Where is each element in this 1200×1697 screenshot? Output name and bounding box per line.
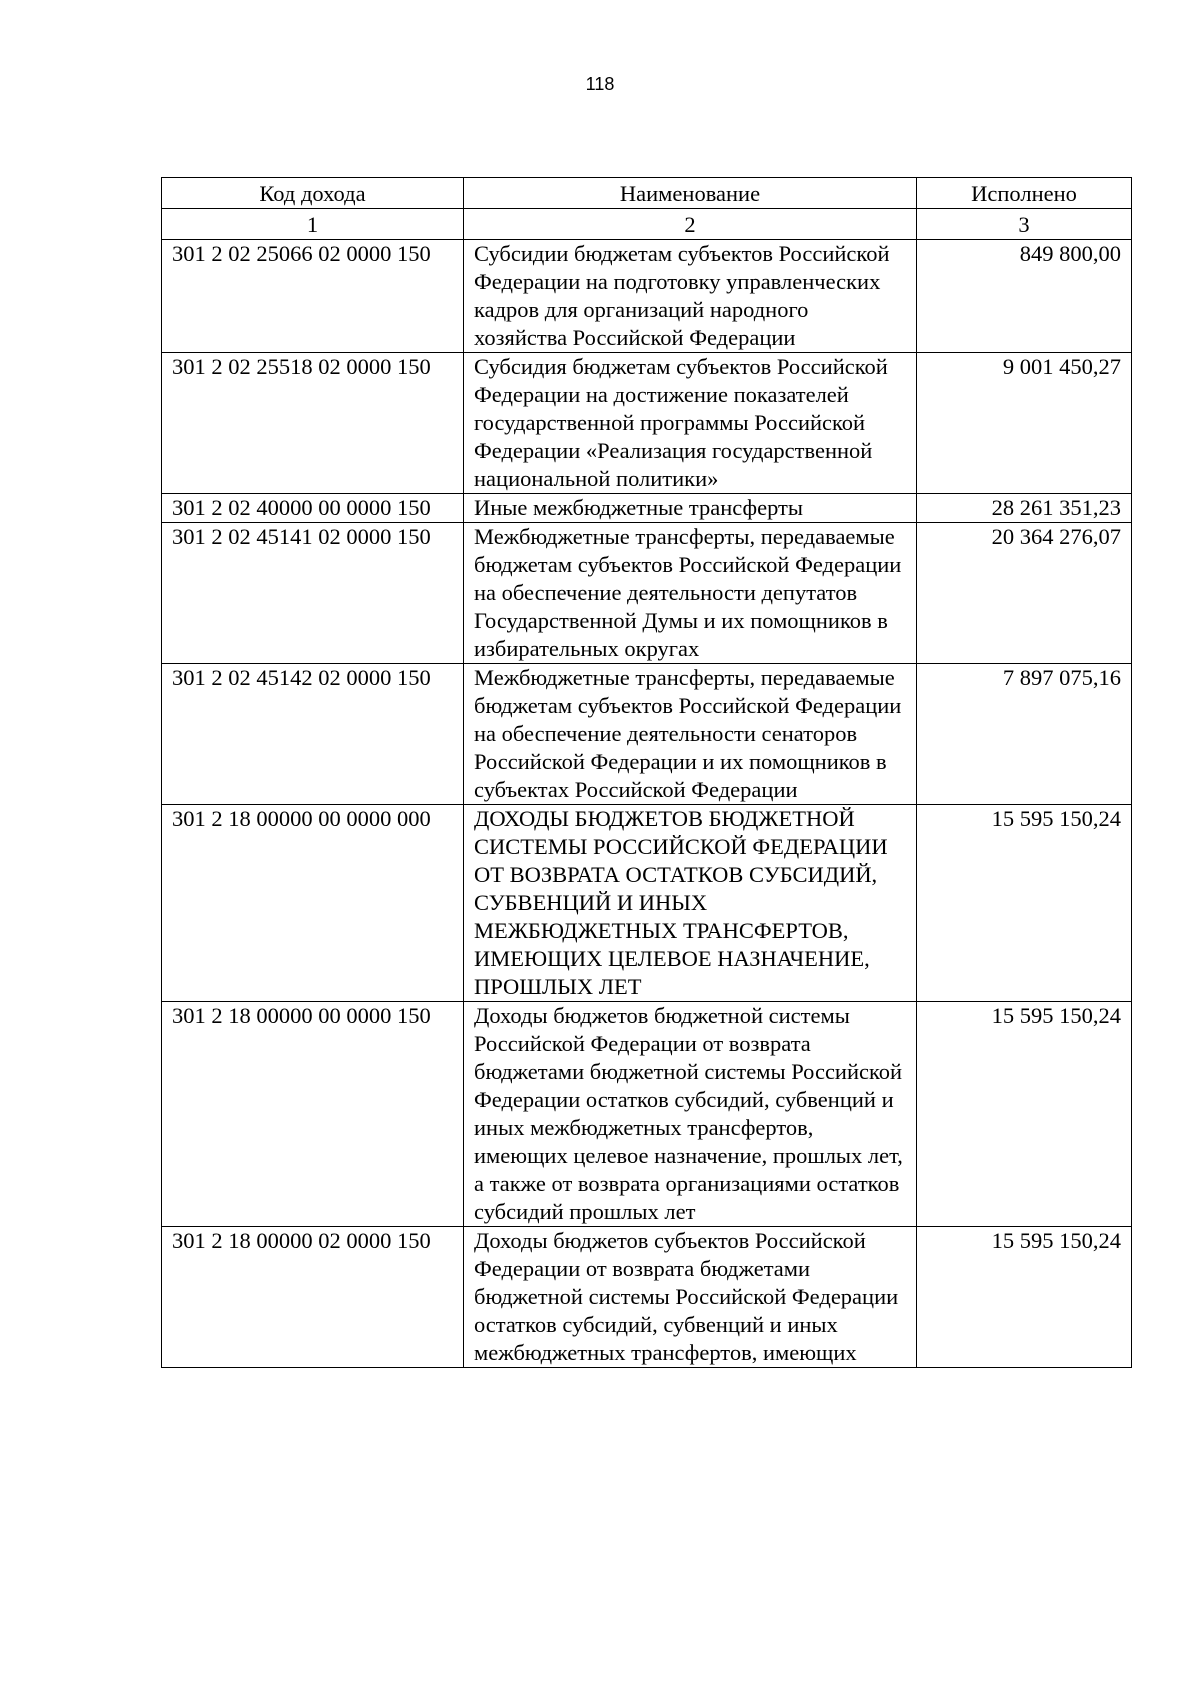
row-code: 301 2 02 25518 02 0000 150 xyxy=(162,353,464,494)
row-amount: 9 001 450,27 xyxy=(917,353,1132,494)
row-amount: 20 364 276,07 xyxy=(917,523,1132,664)
table-header-row xyxy=(162,178,1132,209)
table-row xyxy=(162,664,1132,805)
row-name: Межбюджетные трансферты, передаваемые бюджетам субъектов Российской Федерации на обеспечение деятельности депутатов Государственной Думы и их помощников в избирательных округах xyxy=(464,523,917,664)
row-name: ДОХОДЫ БЮДЖЕТОВ БЮДЖЕТНОЙ СИСТЕМЫ РОССИЙСКОЙ ФЕДЕРАЦИИ ОТ ВОЗВРАТА ОСТАТКОВ СУБСИДИЙ, СУБВЕНЦИЙ И ИНЫХ МЕЖБЮДЖЕТНЫХ ТРАНСФЕРТОВ, ИМЕЮЩИХ ЦЕЛЕВОЕ НАЗНАЧЕНИЕ, ПРОШЛЫХ ЛЕТ xyxy=(464,805,917,1002)
table-row xyxy=(162,494,1132,523)
table-row xyxy=(162,353,1132,494)
row-amount: 849 800,00 xyxy=(917,240,1132,353)
row-code: 301 2 02 25066 02 0000 150 xyxy=(162,240,464,353)
row-code: 301 2 18 00000 00 0000 150 xyxy=(162,1002,464,1227)
row-amount: 7 897 075,16 xyxy=(917,664,1132,805)
row-amount: 15 595 150,24 xyxy=(917,1002,1132,1227)
header-amount: Исполнено xyxy=(917,178,1132,209)
row-name: Субсидии бюджетам субъектов Российской Федерации на подготовку управленческих кадров для организаций народного хозяйства Российской Федерации xyxy=(464,240,917,353)
revenue-table xyxy=(161,177,1132,1368)
row-amount: 15 595 150,24 xyxy=(917,1227,1132,1368)
table-row xyxy=(162,1227,1132,1368)
table-row xyxy=(162,240,1132,353)
row-code: 301 2 02 45141 02 0000 150 xyxy=(162,523,464,664)
row-name: Субсидия бюджетам субъектов Российской Федерации на достижение показателей государственной программы Российской Федерации «Реализация государственной национальной политики» xyxy=(464,353,917,494)
table-row xyxy=(162,523,1132,664)
column-number-1: 1 xyxy=(162,209,464,240)
row-name: Доходы бюджетов бюджетной системы Российской Федерации от возврата бюджетами бюджетной системы Российской Федерации остатков субсидий, субвенций и иных межбюджетных трансфертов, имеющих целевое назначение, прошлых лет, а также от возврата организациями остатков субсидий прошлых лет xyxy=(464,1002,917,1227)
column-number-3: 3 xyxy=(917,209,1132,240)
row-code: 301 2 18 00000 02 0000 150 xyxy=(162,1227,464,1368)
row-name: Иные межбюджетные трансферты xyxy=(464,494,917,523)
header-name: Наименование xyxy=(464,178,917,209)
row-amount: 15 595 150,24 xyxy=(917,805,1132,1002)
table-row xyxy=(162,1002,1132,1227)
row-code: 301 2 02 45142 02 0000 150 xyxy=(162,664,464,805)
row-name: Доходы бюджетов субъектов Российской Федерации от возврата бюджетами бюджетной системы Российской Федерации остатков субсидий, субвенций и иных межбюджетных трансфертов, имеющих xyxy=(464,1227,917,1368)
page-number: 118 xyxy=(585,74,615,94)
row-amount: 28 261 351,23 xyxy=(917,494,1132,523)
row-code: 301 2 18 00000 00 0000 000 xyxy=(162,805,464,1002)
table-row xyxy=(162,805,1132,1002)
column-number-2: 2 xyxy=(464,209,917,240)
header-code: Код дохода xyxy=(162,178,464,209)
column-number-row xyxy=(162,209,1132,240)
row-name: Межбюджетные трансферты, передаваемые бюджетам субъектов Российской Федерации на обеспечение деятельности сенаторов Российской Федерации и их помощников в субъектах Российской Федерации xyxy=(464,664,917,805)
row-code: 301 2 02 40000 00 0000 150 xyxy=(162,494,464,523)
